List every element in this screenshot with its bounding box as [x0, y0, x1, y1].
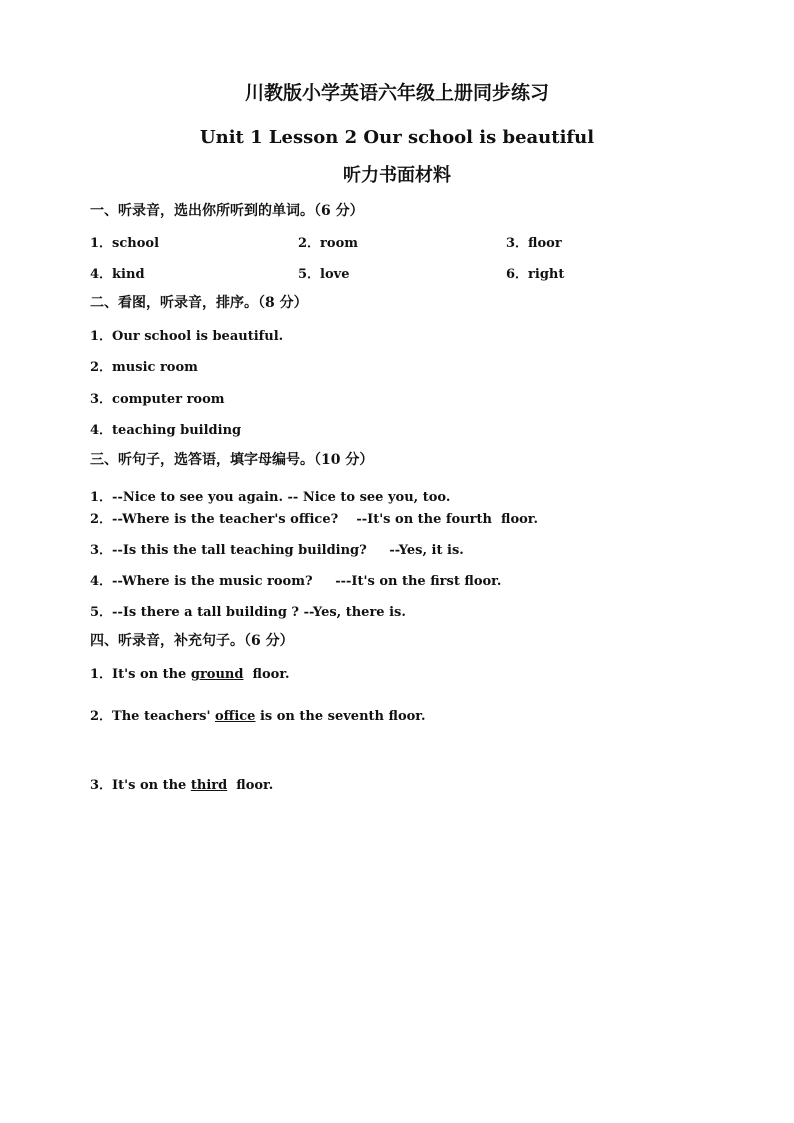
sentence-text: 1．It's on the	[90, 667, 191, 682]
section1-item: 2．room	[298, 236, 358, 251]
section3-item: 2．--Where is the teacher's office? --It's on the fourth floor.	[90, 512, 538, 527]
sentence-text: is on the seventh floor.	[255, 709, 426, 724]
section1-heading: 一、听录音，选出你所听到的单词。（6 分）	[90, 203, 364, 219]
section3-heading: 三、听句子，选答语，填字母编号。（10 分）	[90, 452, 374, 468]
section1-item: 3．floor	[506, 236, 562, 251]
section1-item: 6．right	[506, 267, 565, 282]
answer-blank: third	[190, 778, 228, 793]
page-title: 川教版小学英语六年级上册同步练习	[244, 82, 549, 104]
answer-blank: office	[214, 709, 256, 724]
section1-item: 5．love	[298, 267, 350, 282]
sentence-text: floor.	[227, 778, 274, 793]
section2-item: 3．computer room	[90, 392, 225, 407]
section2-item: 2．music room	[90, 360, 198, 375]
section3-item: 1．--Nice to see you again. -- Nice to see you, too.	[90, 490, 451, 505]
section3-item: 3．--Is this the tall teaching building? --Yes, it is.	[90, 543, 464, 558]
section2-heading: 二、看图，听录音，排序。（8 分）	[90, 295, 308, 311]
section2-item: 4．teaching building	[90, 423, 242, 438]
section4-heading: 四、听录音，补充句子。（6 分）	[90, 633, 294, 649]
sentence-text: 3．It's on the	[90, 778, 191, 793]
sentence-text: 2．The teachers'	[90, 709, 215, 724]
section3-item: 5．--Is there a tall building ? --Yes, there is.	[90, 605, 406, 620]
section4-item	[90, 774, 273, 793]
material-title: 听力书面材料	[343, 165, 451, 186]
section3-item: 4．--Where is the music room? ---It's on the first floor.	[90, 574, 502, 589]
section4-item	[90, 705, 426, 724]
section4-item	[90, 663, 290, 682]
section1-item: 1．school	[90, 236, 160, 251]
section2-item: 1．Our school is beautiful.	[90, 329, 284, 344]
sentence-text: floor.	[243, 667, 290, 682]
answer-blank: ground	[190, 667, 244, 682]
section1-item: 4．kind	[90, 267, 145, 282]
unit-title: Unit 1 Lesson 2 Our school is beautiful	[199, 127, 595, 148]
